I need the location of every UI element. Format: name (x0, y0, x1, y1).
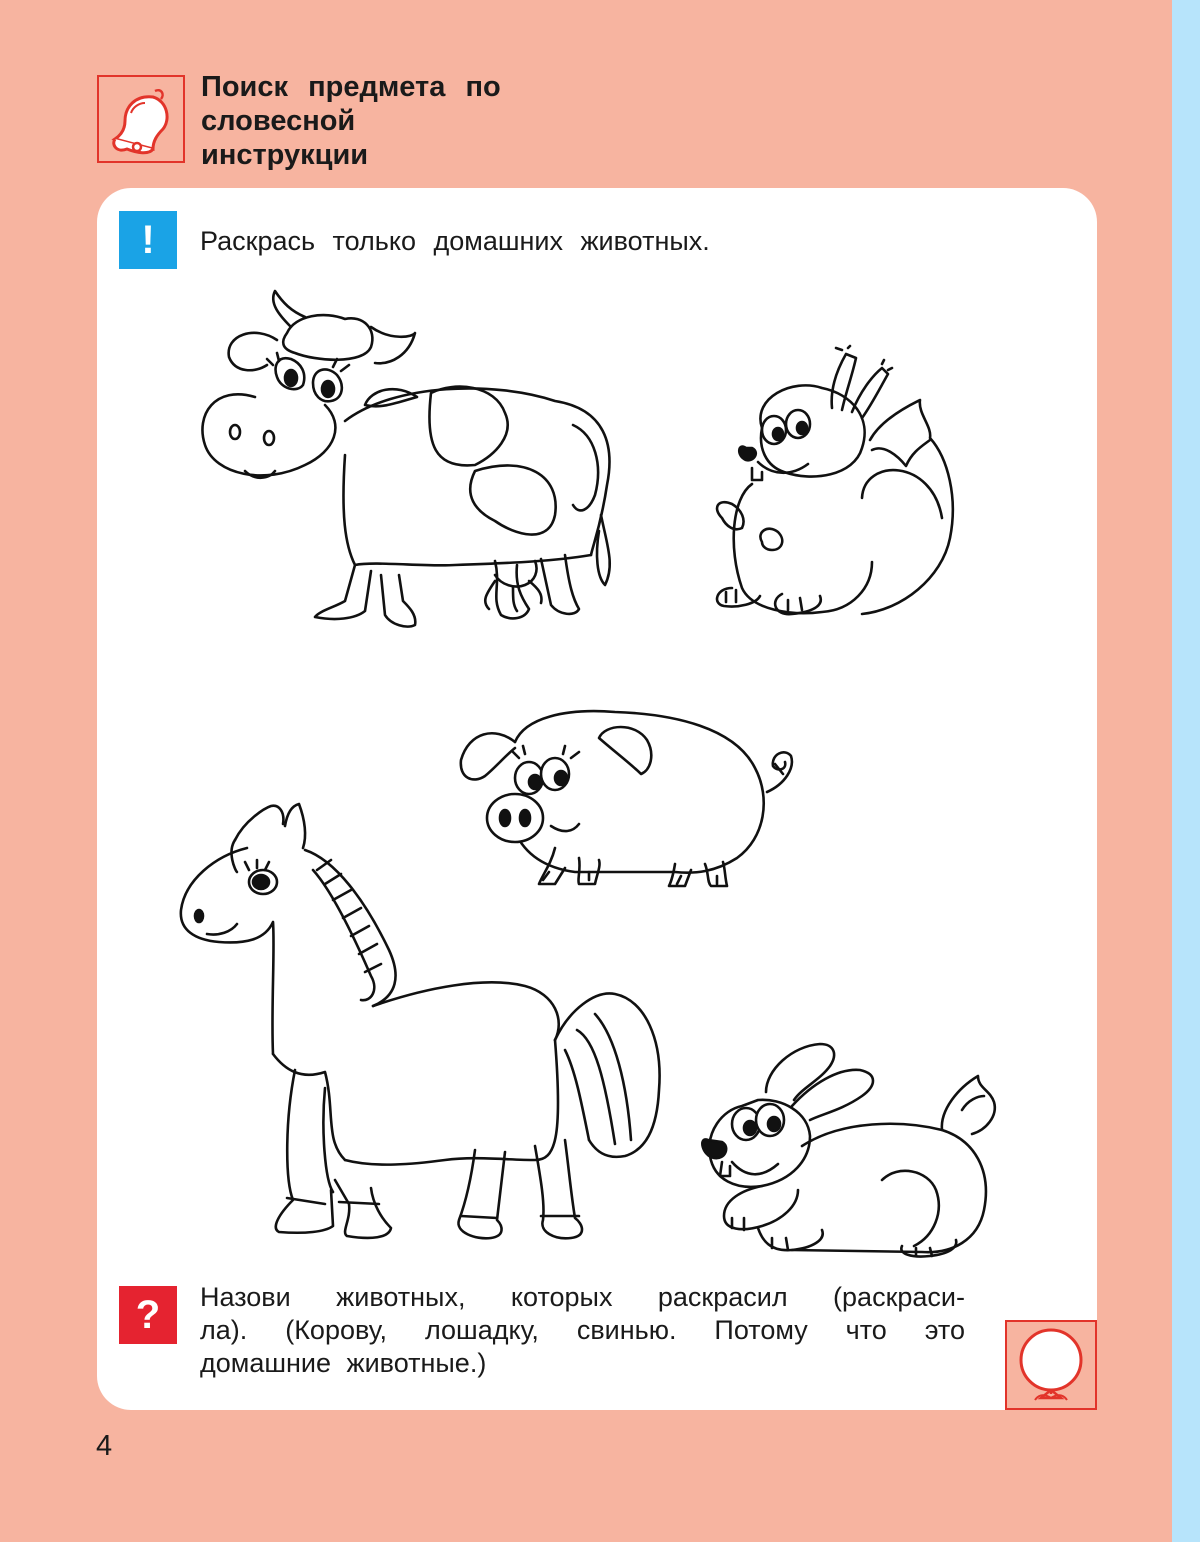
squirrel-illustration (712, 348, 957, 620)
cow-illustration (195, 285, 625, 640)
task-badge: ! (119, 211, 177, 269)
horse-illustration (175, 800, 665, 1245)
question-line: Назови животных, которых раскрасил (раскраси- (200, 1282, 965, 1312)
rabbit-illustration (702, 1040, 1002, 1258)
page-title: Поиск предмета по словесной инструкции (201, 71, 501, 171)
mirror-icon (1005, 1320, 1097, 1410)
question-line: домашние животные.) (200, 1348, 487, 1378)
side-strip (1172, 0, 1200, 1542)
task-instruction: Раскрась только домашних животных. (200, 226, 710, 256)
question-badge: ? (119, 1286, 177, 1344)
question-text (200, 1281, 965, 1380)
bell-icon (97, 75, 185, 163)
question-line: ла). (Корову, лошадку, свинью. Потому что это (200, 1315, 965, 1345)
page-number: 4 (96, 1430, 113, 1462)
